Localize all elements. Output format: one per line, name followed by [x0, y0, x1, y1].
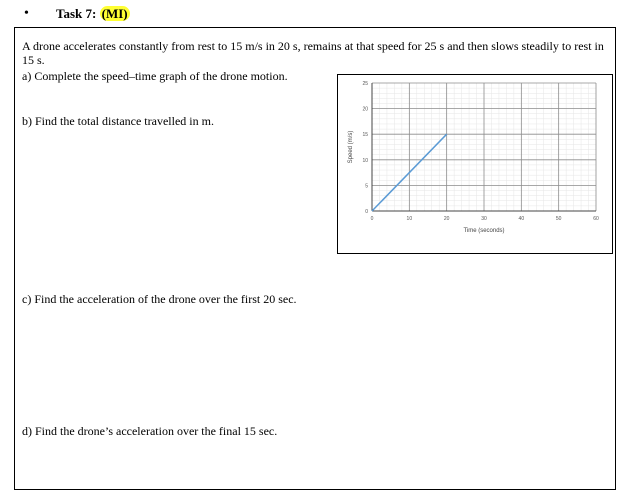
task-code-highlight: (MI)	[101, 6, 128, 21]
x-tick-label: 60	[593, 216, 599, 222]
question-c: c) Find the acceleration of the drone over the first 20 sec.	[22, 292, 297, 306]
x-tick-label: 50	[555, 216, 562, 222]
task-title	[56, 6, 130, 22]
speed-time-graph	[337, 74, 613, 254]
y-tick-label: 15	[362, 132, 368, 139]
chart-svg	[338, 75, 614, 255]
y-axis-title: Speed (m/s)	[348, 130, 354, 164]
bullet-icon: •	[24, 6, 29, 21]
x-tick-label: 10	[406, 216, 413, 222]
question-b: b) Find the total distance travelled in m.	[22, 114, 214, 128]
y-tick-label: 20	[362, 106, 368, 113]
x-tick-label: 0	[370, 216, 374, 222]
x-tick-label: 20	[443, 216, 450, 222]
y-tick-label: 5	[365, 183, 368, 190]
x-tick-label: 30	[481, 216, 487, 222]
x-axis-title: Time (seconds)	[463, 228, 505, 234]
y-tick-label: 10	[362, 157, 368, 164]
question-a: a) Complete the speed–time graph of the drone motion.	[22, 69, 288, 83]
y-tick-label: 25	[362, 81, 368, 87]
task-label: Task 7:	[56, 6, 100, 21]
y-tick-label: 0	[365, 209, 368, 215]
intro-text: A drone accelerates constantly from rest to 15 m/s in 20 s, remains at that speed for 25 s and then slows steadily to rest in 15 s.	[22, 39, 604, 67]
question-d: d) Find the drone’s acceleration over the final 15 sec.	[22, 424, 278, 438]
x-tick-label: 40	[518, 216, 525, 222]
